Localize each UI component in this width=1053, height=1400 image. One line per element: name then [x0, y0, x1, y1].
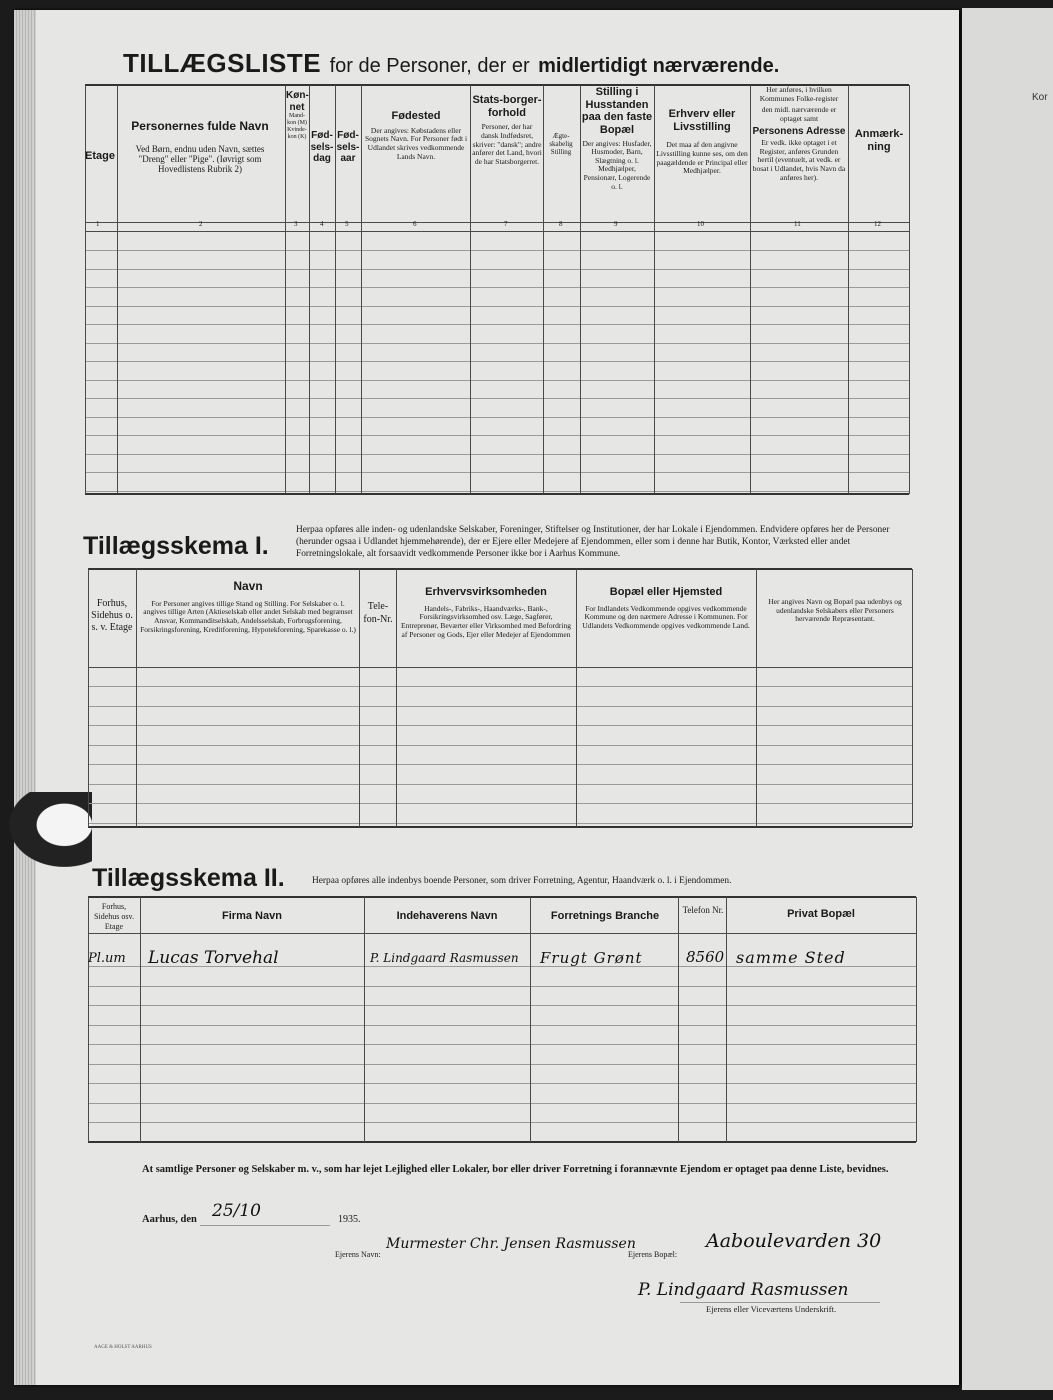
s2-col-indehaver-header: Indehaverens Navn — [396, 910, 498, 922]
col-adresse-header: Her anføres, i hvilken Kommunes Folke-register den midl. nærværende er optaget samt Personens Adresse Er vedk. ikke optaget i et Register, anføres Grunden hertil (eventuelt, at vedk. er bosat i Udlandet, hvis Navn da anføres her). — [752, 85, 846, 182]
skema1-description: Herpaa opføres alle inden- og udenlandske Selskaber, Foreninger, Stiftelser og Institutioner, der har Lokale i Ejendommen. Endvidere opføres her de Personer (herunder ogsaa i Udlandet hjemmehørende), der er Ejere eller Medejere af Ejendommen, eller som i denne har Butik, Kontor, Værksted eller andet Forretningslokale, alt forsaavidt vedkommende Personer ikke bor i Aarhus Kommune. — [296, 525, 890, 559]
page-edge — [14, 10, 36, 1385]
ruled-row-line — [85, 287, 909, 288]
ruled-row-line — [88, 1064, 916, 1065]
ruled-row-line — [88, 823, 912, 824]
ruled-row-line — [85, 250, 909, 251]
column-divider — [285, 85, 286, 494]
skema2-title: Tillægsskema II. — [92, 864, 285, 892]
skema1-header-border — [88, 667, 912, 668]
ruled-row-line — [85, 472, 909, 473]
col-anmaerkning-header: Anmærk-ning — [854, 128, 904, 153]
printer-mark: AAGE & HOLST AARHUS — [94, 1345, 152, 1350]
column-divider — [85, 85, 86, 494]
s2-row-etage: Pl.um — [88, 951, 126, 966]
col-num-10: 10 — [697, 220, 704, 228]
form-page — [14, 10, 959, 1385]
owner-address: Aaboulevarden 30 — [706, 1230, 882, 1252]
ruled-row-line — [88, 686, 912, 687]
next-page-text: Kor — [1032, 92, 1048, 103]
ruled-row-line — [85, 454, 909, 455]
ruled-row-line — [85, 269, 909, 270]
footer-year: 1935. — [338, 1214, 361, 1225]
column-divider — [912, 569, 913, 827]
col-num-9: 9 — [614, 220, 618, 228]
col-num-1: 1 — [96, 220, 100, 228]
column-divider — [916, 897, 917, 1142]
s1-col-repraesentant-header: Her angives Navn og Bopæl paa udenbys og udenlandske Selskabers eller Personers herværende Repræsentant. — [768, 597, 902, 624]
column-divider — [576, 569, 577, 827]
ruled-row-line — [88, 784, 912, 785]
s2-row-telefon: 8560 — [686, 948, 725, 966]
binder-clip-icon — [0, 792, 92, 874]
list-header-border — [85, 222, 909, 223]
column-divider — [361, 85, 362, 494]
ruled-row-line — [85, 343, 909, 344]
s2-col-etage-header: Forhus, Sidehus osv. Etage — [94, 902, 134, 931]
skema2-header-border — [88, 933, 916, 934]
s2-row-branche: Frugt Grønt — [540, 949, 643, 967]
ruled-row-line — [88, 1044, 916, 1045]
column-divider — [909, 85, 910, 494]
col-num-5: 5 — [345, 220, 349, 228]
skema1-bottom-border — [88, 826, 912, 828]
signature-label: Ejerens eller Viceværtens Underskrift. — [706, 1304, 837, 1314]
skema1-title: Tillægsskema I. — [83, 532, 269, 560]
ruled-row-line — [85, 306, 909, 307]
column-divider — [654, 85, 655, 494]
ruled-row-line — [88, 764, 912, 765]
s1-col-telefon-header: Tele-fon-Nr. — [363, 601, 393, 625]
col-num-8: 8 — [559, 220, 563, 228]
s2-col-telefon-header: Telefon Nr. — [682, 905, 724, 915]
col-foedselsaar-header: Fød-sels-aar — [336, 130, 360, 164]
column-divider — [359, 569, 360, 827]
ruled-row-line — [85, 417, 909, 418]
column-divider — [396, 569, 397, 827]
column-divider — [848, 85, 849, 494]
column-divider — [364, 897, 365, 1142]
s2-col-branche-header: Forretnings Branche — [550, 910, 660, 922]
column-divider — [750, 85, 751, 494]
ruled-row-line — [85, 361, 909, 362]
col-foedested-header: Fødested Der angives: Købstadens eller Sognets Navn. For Personer født i Udlandet skrives vedkommende Lands Navn. — [364, 110, 468, 161]
s1-col-erhverv-header: Erhvervsvirksomheden Handels-, Fabriks-, Haandværks-, Bank-, Forsikringsvirksomhed osv. Læge, Sagfører, Entreprenør, Beværter eller Virksomhed med Befordring af Personer og Gods, Ejer eller Medejer af Ejendommen — [401, 586, 571, 639]
s1-col-navn-header: Navn For Personer angives tillige Stand og Stilling. For Selskaber o. l. angives tillige Arten (Aktieselskab eller andet Selskab med begrænset Ansvar, Kommanditselskab, Andelsselskab, Forbrugsforening, Forsikringsforening, Kreditforening, Hypotekforening, Sparekasse o. l.) — [140, 579, 356, 634]
column-divider — [530, 897, 531, 1142]
col-statsborger-header: Stats-borger-forhold Personer, der har dansk Indfødsret, skriver: "dansk"; andre anfører det Land, hvori de har Statsborgerret. — [472, 94, 542, 166]
owner-name: Murmester Chr. Jensen Rasmussen — [386, 1236, 636, 1252]
column-divider — [470, 85, 471, 494]
s2-col-firma-header: Firma Navn — [222, 910, 282, 922]
col-num-4: 4 — [320, 220, 324, 228]
column-divider — [140, 897, 141, 1142]
s2-col-bopael-header: Privat Bopæl — [787, 908, 855, 920]
list-bottom-border — [85, 493, 909, 495]
col-num-2: 2 — [199, 220, 203, 228]
date-line — [200, 1225, 330, 1226]
skema2-bottom-border — [88, 1141, 916, 1143]
s1-col-bopael-header: Bopæl eller Hjemsted For Indlandets Vedkommende opgives vedkommende Kommune og den nærmere Adresse i Kommunen. For Udlandets Vedkommende opgives vedkommende Land. — [582, 586, 750, 630]
next-page — [962, 8, 1053, 1390]
list-header-border-2 — [85, 231, 909, 232]
ruled-row-line — [85, 398, 909, 399]
col-num-6: 6 — [413, 220, 417, 228]
column-divider — [88, 569, 89, 827]
col-konnet-header: Køn-net Mand-kon (M) Kvinde-kon (K) — [286, 90, 309, 140]
col-num-7: 7 — [504, 220, 508, 228]
col-num-12: 12 — [874, 220, 881, 228]
ruled-row-line — [85, 324, 909, 325]
skema2-description: Herpaa opføres alle indenbys boende Personer, som driver Forretning, Agentur, Haandværk o. l. i Ejendommen. — [312, 876, 732, 886]
col-aegteskab-header: Ægte-skabelig Stilling — [549, 132, 573, 157]
col-stilling-header: Stilling i Husstanden paa den faste Bopæl Der angives: Husfader, Husmoder, Barn, Slægtning o. l. Medhjælper, Pensionær, Logerende o. l. — [581, 86, 653, 191]
footer-date: 25/10 — [212, 1201, 261, 1221]
column-divider — [726, 897, 727, 1142]
ruled-row-line — [88, 986, 916, 987]
owner-address-label: Ejerens Bopæl: — [628, 1250, 678, 1259]
s2-row-indehaver: P. Lindgaard Rasmussen — [370, 951, 519, 965]
col-num-11: 11 — [794, 220, 801, 228]
ruled-row-line — [88, 1005, 916, 1006]
col-erhverv-header: Erhverv eller Livsstilling Det maa af den angivne Livsstilling kunne ses, om den paagældende er Principal eller Medhjælper. — [656, 108, 748, 176]
ruled-row-line — [88, 1122, 916, 1123]
footer-statement: At samtlige Personer og Selskaber m. v., som har lejet Lejlighed eller Lokaler, bor eller driver Forretning i forannævnte Ejendom er optaget paa denne Liste, bevidnes. — [142, 1164, 889, 1175]
column-divider — [88, 897, 89, 1142]
title-mid: for de Personer, der er — [329, 55, 530, 77]
s1-col-etage-header: Forhus, Sidehus o. s. v. Etage — [91, 598, 133, 633]
title-bold: TILLÆGSLISTE — [123, 48, 322, 78]
skema1-top-border — [88, 568, 912, 570]
column-divider — [136, 569, 137, 827]
s2-row-firma: Lucas Torvehal — [148, 948, 279, 968]
ruled-row-line — [88, 745, 912, 746]
ruled-row-line — [88, 803, 912, 804]
footer-city: Aarhus, den — [142, 1214, 197, 1225]
title-end: midlertidigt nærværende. — [538, 55, 780, 77]
col-navn-header: Personernes fulde Navn Ved Børn, endnu uden Navn, sættes "Dreng" eller "Pige". (Iøvrigt som Hovedlistens Rubrik 2) — [131, 119, 269, 175]
ruled-row-line — [88, 1103, 916, 1104]
ruled-row-line — [88, 1083, 916, 1084]
col-etage-header: Etage — [85, 150, 115, 162]
signature: P. Lindgaard Rasmussen — [638, 1280, 849, 1300]
ruled-row-line — [88, 1025, 916, 1026]
col-num-3: 3 — [294, 220, 298, 228]
skema2-top-border — [88, 896, 916, 898]
column-divider — [756, 569, 757, 827]
signature-line — [680, 1302, 880, 1303]
ruled-row-line — [88, 725, 912, 726]
col-foedselsdag-header: Fød-sels-dag — [310, 130, 334, 164]
owner-name-label: Ejerens Navn: — [335, 1250, 381, 1259]
column-divider — [117, 85, 118, 494]
s2-row-bopael: samme Sted — [736, 948, 846, 967]
ruled-row-line — [85, 380, 909, 381]
ruled-row-line — [85, 435, 909, 436]
ruled-row-line — [88, 706, 912, 707]
column-divider — [678, 897, 679, 1142]
tillaegsliste-title — [123, 48, 883, 79]
ruled-row-line — [85, 491, 909, 492]
